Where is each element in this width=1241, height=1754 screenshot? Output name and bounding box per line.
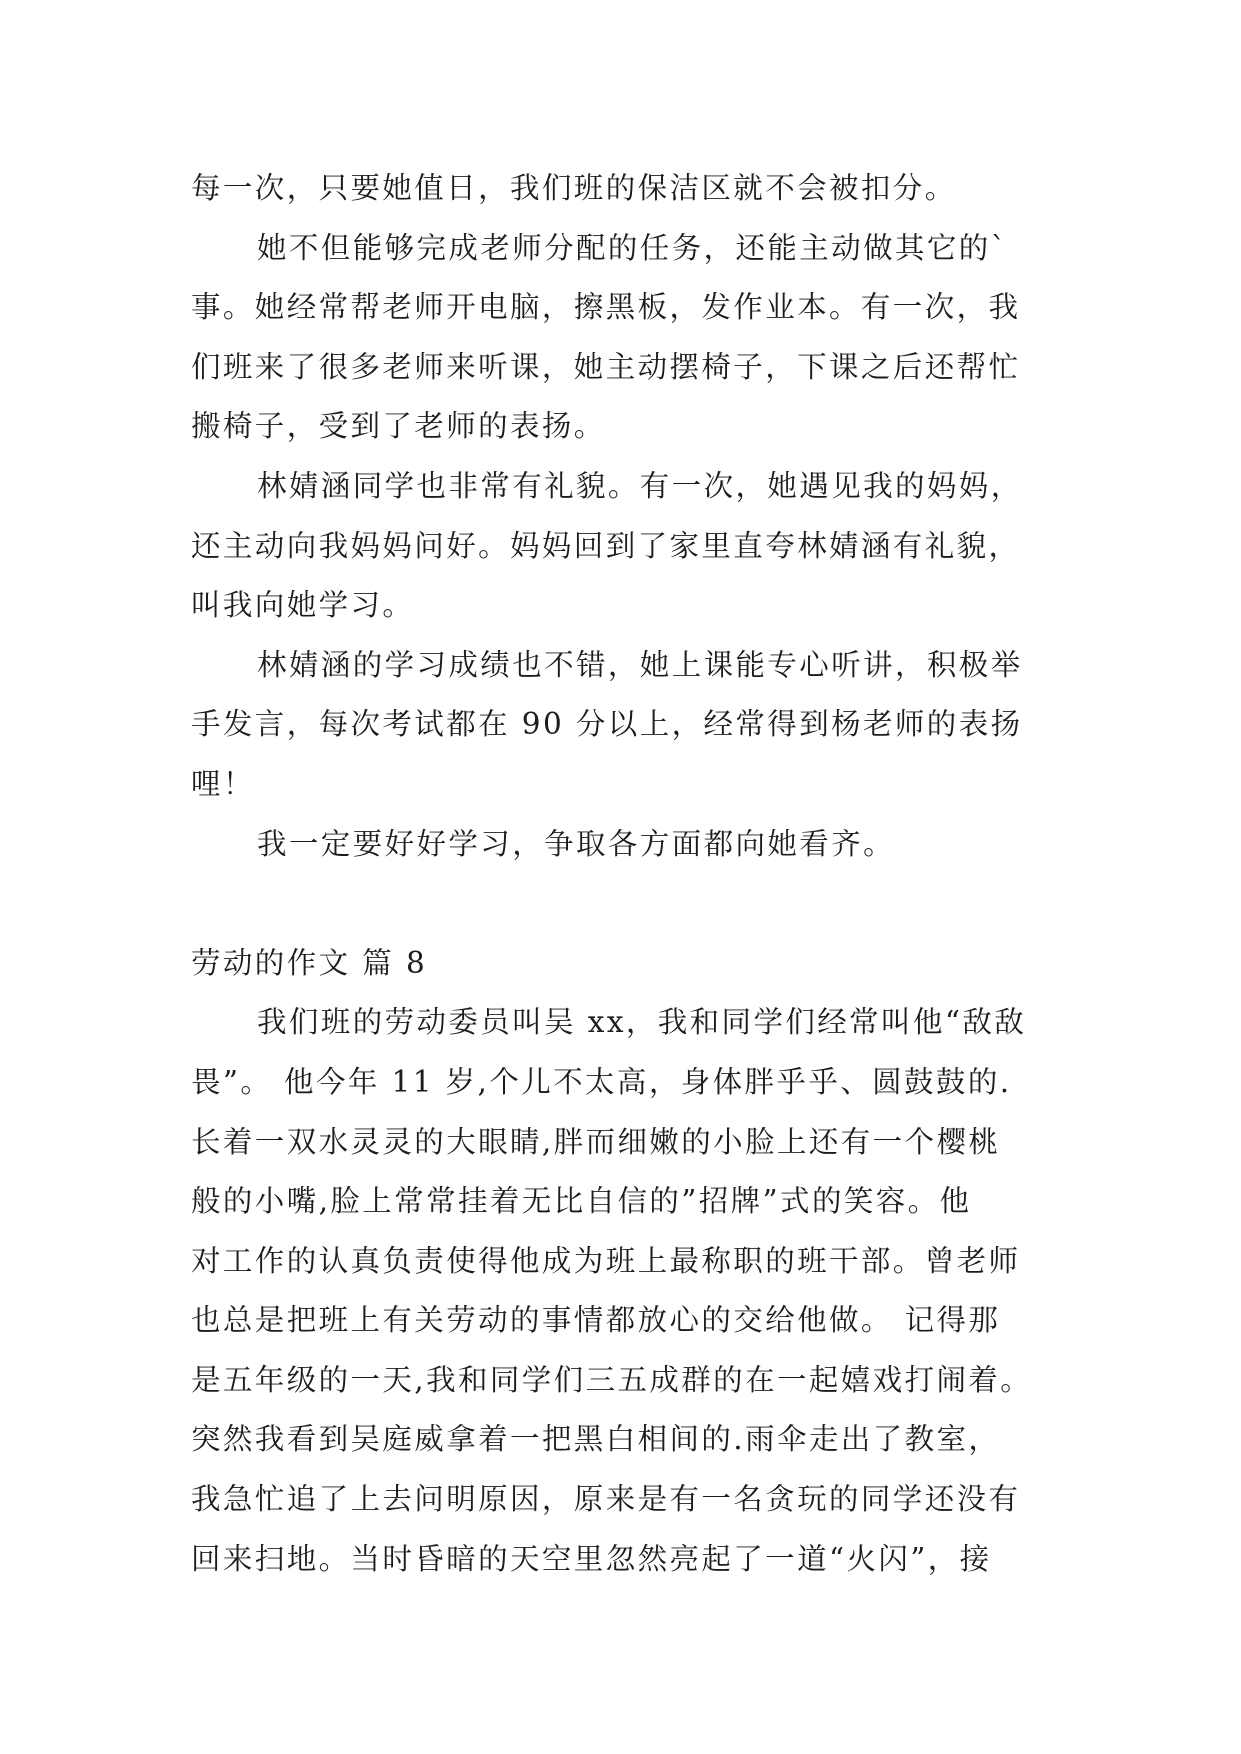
paragraph-line: 我们班的劳动委员叫吴 xx，我和同学们经常叫他“敌敌	[257, 1005, 1027, 1040]
paragraph-line: 她不但能够完成老师分配的任务，还能主动做其它的`	[257, 230, 1008, 265]
paragraph-line: 事。她经常帮老师开电脑，擦黑板，发作业本。有一次，我	[191, 290, 1021, 325]
paragraph-line: 还主动向我妈妈问好。妈妈回到了家里直夸林婧涵有礼貌，	[191, 528, 1021, 563]
paragraph-line: 叫我向她学习。	[191, 588, 415, 623]
paragraph-line: 林婧涵的学习成绩也不错，她上课能专心听讲，积极举	[257, 647, 1023, 682]
section-heading: 劳动的作文 篇 8	[191, 945, 428, 980]
paragraph-line: 般的小嘴,脸上常常挂着无比自信的”招牌”式的笑容。他	[191, 1184, 972, 1219]
paragraph-line: 每一次，只要她值日，我们班的保洁区就不会被扣分。	[191, 171, 957, 205]
paragraph-line: 突然我看到吴庭威拿着一把黑白相间的.雨伞走出了教室，	[191, 1422, 1001, 1457]
paragraph-line: 畏”。 他今年 11 岁,个儿不太高，身体胖乎乎、圆鼓鼓的.	[191, 1064, 1012, 1099]
paragraph-line: 是五年级的一天,我和同学们三五成群的在一起嬉戏打闹着。	[191, 1362, 1033, 1397]
paragraph-line: 林婧涵同学也非常有礼貌。有一次，她遇见我的妈妈，	[257, 468, 1023, 503]
paragraph-line: 搬椅子，受到了老师的表扬。	[191, 409, 606, 444]
paragraph-line: 们班来了很多老师来听课，她主动摆椅子，下课之后还帮忙	[191, 349, 1021, 384]
paragraph-line: 我一定要好好学习，争取各方面都向她看齐。	[257, 826, 896, 861]
essay-body	[191, 159, 1071, 1589]
paragraph-line: 对工作的认真负责使得他成为班上最称职的班干部。曾老师	[191, 1243, 1021, 1278]
paragraph-line: 长着一双水灵灵的大眼睛,胖而细嫩的小脸上还有一个樱桃	[191, 1124, 1001, 1159]
section-gap	[191, 874, 1071, 934]
paragraph-line: 我急忙追了上去问明原因，原来是有一名贪玩的同学还没有	[191, 1482, 1021, 1517]
paragraph-line: 哩！	[191, 766, 255, 801]
paragraph-line: 手发言，每次考试都在 90 分以上，经常得到杨老师的表扬	[191, 707, 1023, 742]
paragraph-line: 也总是把班上有关劳动的事情都放心的交给他做。 记得那	[191, 1303, 1001, 1338]
paragraph-line: 回来扫地。当时昏暗的天空里忽然亮起了一道“火闪”，接	[191, 1541, 992, 1576]
